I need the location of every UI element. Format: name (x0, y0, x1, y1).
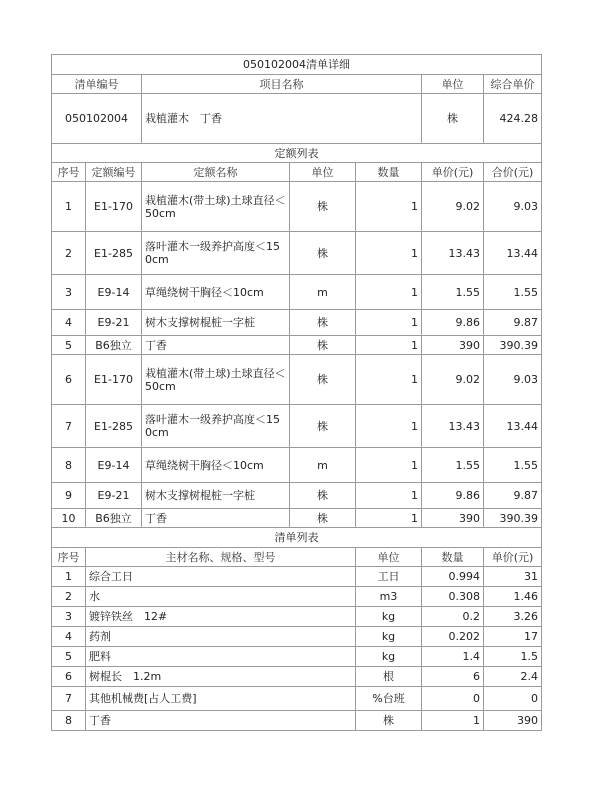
quota-row-name: 丁香 (142, 509, 290, 528)
quota-row-qty: 1 (356, 509, 422, 528)
quota-row-total: 1.55 (484, 448, 542, 483)
quota-row-code: E1-170 (86, 355, 142, 405)
quota-row-name: 丁香 (142, 336, 290, 355)
quota-row-total: 390.39 (484, 509, 542, 528)
material-row-qty: 0.202 (422, 627, 484, 647)
quota-row (52, 355, 542, 405)
quota-row-total: 9.87 (484, 483, 542, 509)
quota-col-name: 定额名称 (142, 163, 290, 182)
quota-row-price: 9.02 (422, 355, 484, 405)
quota-row-name: 栽植灌木(带土球)土球直径＜50cm (142, 182, 290, 232)
quota-row-total: 390.39 (484, 336, 542, 355)
material-row-qty: 1.4 (422, 647, 484, 667)
material-row-no: 8 (52, 711, 86, 731)
quota-row (52, 310, 542, 336)
quota-row (52, 336, 542, 355)
quota-row-code: E9-21 (86, 483, 142, 509)
quota-row-total: 9.03 (484, 182, 542, 232)
quota-row-code: E1-285 (86, 405, 142, 448)
quota-row-code: E1-170 (86, 182, 142, 232)
material-row-name: 药剂 (86, 627, 356, 647)
material-section-title: 清单列表 (52, 528, 542, 548)
material-row-price: 390 (484, 711, 542, 731)
material-row (52, 687, 542, 711)
material-row-no: 3 (52, 607, 86, 627)
quota-row-name: 落叶灌木一级养护高度＜150cm (142, 405, 290, 448)
quota-row-qty: 1 (356, 405, 422, 448)
unit-label: 单位 (422, 75, 484, 94)
material-row-unit: kg (356, 607, 422, 627)
quota-row-price: 1.55 (422, 275, 484, 310)
material-row-name: 水 (86, 587, 356, 607)
quota-row (52, 483, 542, 509)
quota-row-price: 9.86 (422, 483, 484, 509)
quota-row-qty: 1 (356, 448, 422, 483)
quota-row (52, 509, 542, 528)
quota-row-unit: 株 (290, 336, 356, 355)
material-row-unit: %台班 (356, 687, 422, 711)
quota-row-code: B6独立 (86, 336, 142, 355)
quota-row-code: E9-21 (86, 310, 142, 336)
quota-row-no: 2 (52, 232, 86, 275)
quota-row-name: 草绳绕树干胸径＜10cm (142, 448, 290, 483)
quota-row-code: B6独立 (86, 509, 142, 528)
material-row-qty: 0.2 (422, 607, 484, 627)
quota-section-title: 定额列表 (52, 144, 542, 163)
quota-row-unit: 株 (290, 310, 356, 336)
quota-row-no: 8 (52, 448, 86, 483)
material-row (52, 667, 542, 687)
quota-row-price: 13.43 (422, 405, 484, 448)
material-row-qty: 0.994 (422, 567, 484, 587)
material-row-price: 2.4 (484, 667, 542, 687)
material-row-no: 2 (52, 587, 86, 607)
bill-detail-table (51, 54, 542, 731)
quota-row-name: 草绳绕树干胸径＜10cm (142, 275, 290, 310)
quota-row-unit: 株 (290, 355, 356, 405)
quota-row-price: 9.86 (422, 310, 484, 336)
quota-col-price: 单价(元) (422, 163, 484, 182)
quota-row-total: 13.44 (484, 405, 542, 448)
material-row (52, 647, 542, 667)
quota-row (52, 405, 542, 448)
quota-row-no: 5 (52, 336, 86, 355)
quota-row-unit: m (290, 275, 356, 310)
material-row-unit: 株 (356, 711, 422, 731)
item-unit-price: 424.28 (484, 94, 542, 144)
material-col-unit: 单位 (356, 548, 422, 567)
quota-row-code: E9-14 (86, 448, 142, 483)
quota-row-no: 4 (52, 310, 86, 336)
material-row-unit: m3 (356, 587, 422, 607)
unit-price-label: 综合单价 (484, 75, 542, 94)
bill-code: 050102004 (52, 94, 142, 144)
material-row-no: 4 (52, 627, 86, 647)
quota-row-code: E9-14 (86, 275, 142, 310)
material-col-price: 单价(元) (484, 548, 542, 567)
quota-row-total: 9.87 (484, 310, 542, 336)
quota-row-price: 390 (422, 509, 484, 528)
material-col-no: 序号 (52, 548, 86, 567)
quota-row-qty: 1 (356, 355, 422, 405)
material-row-price: 0 (484, 687, 542, 711)
material-row (52, 607, 542, 627)
quota-row (52, 182, 542, 232)
quota-row-no: 3 (52, 275, 86, 310)
quota-col-qty: 数量 (356, 163, 422, 182)
material-row-name: 其他机械费[占人工费] (86, 687, 356, 711)
quota-row-qty: 1 (356, 232, 422, 275)
quota-row-qty: 1 (356, 310, 422, 336)
quota-row-qty: 1 (356, 336, 422, 355)
quota-row-total: 9.03 (484, 355, 542, 405)
quota-row-price: 13.43 (422, 232, 484, 275)
material-row-name: 综合工日 (86, 567, 356, 587)
sheet-title: 050102004清单详细 (52, 55, 542, 75)
quota-row-no: 10 (52, 509, 86, 528)
material-col-qty: 数量 (422, 548, 484, 567)
material-row-name: 镀锌铁丝 12# (86, 607, 356, 627)
material-row (52, 587, 542, 607)
quota-row-price: 390 (422, 336, 484, 355)
material-row (52, 627, 542, 647)
material-row-unit: 工日 (356, 567, 422, 587)
quota-row-qty: 1 (356, 275, 422, 310)
material-row-price: 1.46 (484, 587, 542, 607)
quota-row-total: 13.44 (484, 232, 542, 275)
quota-row-unit: 株 (290, 405, 356, 448)
material-row-name: 树棍长 1.2m (86, 667, 356, 687)
quota-row-no: 9 (52, 483, 86, 509)
quota-row-unit: m (290, 448, 356, 483)
quota-col-total: 合价(元) (484, 163, 542, 182)
material-row-no: 7 (52, 687, 86, 711)
quota-row-qty: 1 (356, 483, 422, 509)
bill-code-label: 清单编号 (52, 75, 142, 94)
item-name-label: 项目名称 (142, 75, 422, 94)
quota-row-total: 1.55 (484, 275, 542, 310)
quota-row (52, 275, 542, 310)
material-row-qty: 0 (422, 687, 484, 711)
quota-row-name: 落叶灌木一级养护高度＜150cm (142, 232, 290, 275)
quota-row-name: 树木支撑树棍桩一字桩 (142, 483, 290, 509)
quota-row-unit: 株 (290, 509, 356, 528)
material-row-no: 6 (52, 667, 86, 687)
material-row-qty: 1 (422, 711, 484, 731)
material-row (52, 567, 542, 587)
quota-col-unit: 单位 (290, 163, 356, 182)
quota-col-no: 序号 (52, 163, 86, 182)
quota-row-no: 6 (52, 355, 86, 405)
quota-row-unit: 株 (290, 483, 356, 509)
quota-row-unit: 株 (290, 232, 356, 275)
quota-row-name: 树木支撑树棍桩一字桩 (142, 310, 290, 336)
material-row-no: 5 (52, 647, 86, 667)
quota-row-price: 9.02 (422, 182, 484, 232)
material-row-qty: 6 (422, 667, 484, 687)
quota-row (52, 448, 542, 483)
material-row-no: 1 (52, 567, 86, 587)
material-row-qty: 0.308 (422, 587, 484, 607)
quota-col-code: 定额编号 (86, 163, 142, 182)
material-col-name: 主材名称、规格、型号 (86, 548, 356, 567)
quota-row-name: 栽植灌木(带土球)土球直径＜50cm (142, 355, 290, 405)
material-row-unit: kg (356, 647, 422, 667)
quota-row-no: 7 (52, 405, 86, 448)
quota-row-code: E1-285 (86, 232, 142, 275)
material-row-unit: 根 (356, 667, 422, 687)
material-row-price: 17 (484, 627, 542, 647)
quota-row-qty: 1 (356, 182, 422, 232)
quota-row-unit: 株 (290, 182, 356, 232)
item-unit: 株 (422, 94, 484, 144)
item-name: 栽植灌木 丁香 (142, 94, 422, 144)
quota-row-no: 1 (52, 182, 86, 232)
material-row-unit: kg (356, 627, 422, 647)
quota-row-price: 1.55 (422, 448, 484, 483)
material-row-name: 肥料 (86, 647, 356, 667)
material-row-price: 1.5 (484, 647, 542, 667)
material-row-price: 31 (484, 567, 542, 587)
material-row-price: 3.26 (484, 607, 542, 627)
quota-row (52, 232, 542, 275)
material-row-name: 丁香 (86, 711, 356, 731)
material-row (52, 711, 542, 731)
